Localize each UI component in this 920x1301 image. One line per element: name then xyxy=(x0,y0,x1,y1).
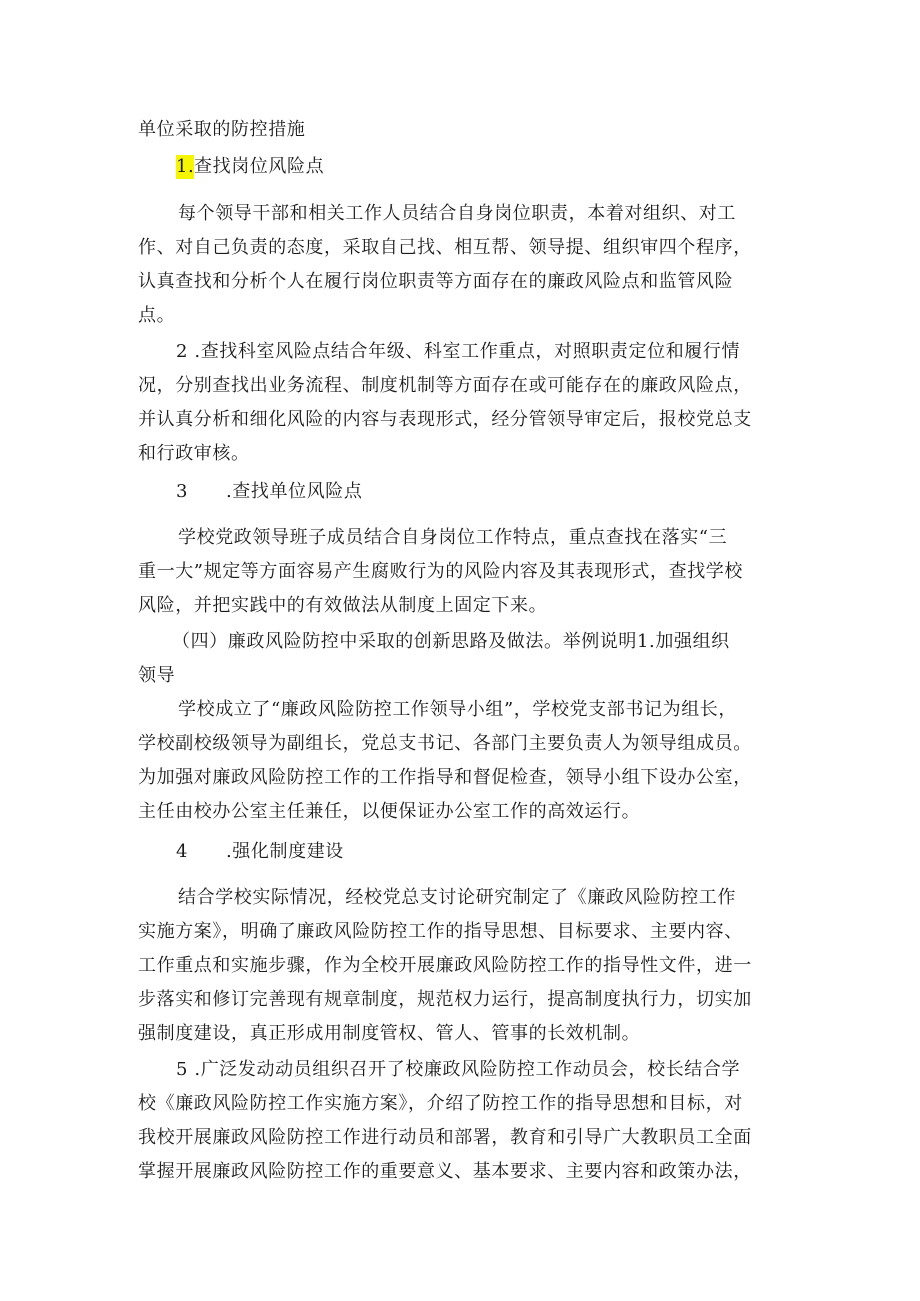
text-line: 每个领导干部和相关工作人员结合自身岗位职责，本着对组织、对工 xyxy=(178,203,736,224)
text-line: 为加强对廉政风险防控工作的工作指导和督促检查，领导小组下设办公室， xyxy=(138,767,752,788)
text-line: 1. xyxy=(176,156,195,177)
text-line: 和行政审核。 xyxy=(138,443,250,464)
text-line: 4 .强化制度建设 xyxy=(176,841,344,862)
text-line: 并认真分析和细化风险的内容与表现形式，经分管领导审定后，报校党总支 xyxy=(138,409,752,430)
text-line: 结合学校实际情况，经校党总支讨论研究制定了《廉政风险防控工作 xyxy=(178,887,736,908)
text-line: 工作重点和实施步骤，作为全校开展廉政风险防控工作的指导性文件，进一 xyxy=(138,955,752,976)
text-line: 学校副校级领导为副组长，党总支书记、各部门主要负责人为领导组成员。 xyxy=(138,733,752,754)
text-line: 强制度建设，真正形成用制度管权、管人、管事的长效机制。 xyxy=(138,1023,641,1044)
text-line: 步落实和修订完善现有规章制度，规范权力运行，提高制度执行力，切实加 xyxy=(138,989,752,1010)
text-line: （四）廉政风险防控中采取的创新思路及做法。举例说明1.加强组织 xyxy=(172,631,730,652)
text-line: 作、对自己负责的态度，采取自己找、相互帮、领导提、组织审四个程序， xyxy=(138,237,752,258)
text-line: 重一大”规定等方面容易产生腐败行为的风险内容及其表现形式，查找学校 xyxy=(138,561,743,582)
text-line: 认真查找和分析个人在履行岗位职责等方面存在的廉政风险点和监管风险 xyxy=(138,271,734,292)
text-line: 学校党政领导班子成员结合自身岗位工作特点，重点查找在落实“三 xyxy=(178,527,728,548)
text-line: 点。 xyxy=(138,305,176,326)
text-line: 2 .查找科室风险点结合年级、科室工作重点，对照职责定位和履行情 xyxy=(176,341,741,362)
text-line: 实施方案》，明确了廉政风险防控工作的指导思想、目标要求、主要内容、 xyxy=(138,921,743,942)
text-line: 主任由校办公室主任兼任，以便保证办公室工作的高效运行。 xyxy=(138,801,641,822)
text-line: 学校成立了“廉政风险防控工作领导小组”，学校党支部书记为组长， xyxy=(178,699,738,720)
text-line: 3 .查找单位风险点 xyxy=(176,481,363,502)
text-line: 5 .广泛发动动员组织召开了校廉政风险防控工作动员会，校长结合学 xyxy=(176,1059,741,1080)
text-line: 况，分别查找出业务流程、制度机制等方面存在或可能存在的廉政风险点， xyxy=(138,375,752,396)
text-line: 校《廉政风险防控工作实施方案》，介绍了防控工作的指导思想和目标，对 xyxy=(138,1093,743,1114)
text-line: 领导 xyxy=(138,665,176,686)
text-line: 查找岗位风险点 xyxy=(194,156,325,177)
text-line: 风险，并把实践中的有效做法从制度上固定下来。 xyxy=(138,595,548,616)
text-line: 单位采取的防控措施 xyxy=(138,119,306,140)
text-line: 我校开展廉政风险防控工作进行动员和部署，教育和引导广大教职员工全面 xyxy=(138,1127,752,1148)
text-line: 掌握开展廉政风险防控工作的重要意义、基本要求、主要内容和政策办法， xyxy=(138,1161,752,1182)
